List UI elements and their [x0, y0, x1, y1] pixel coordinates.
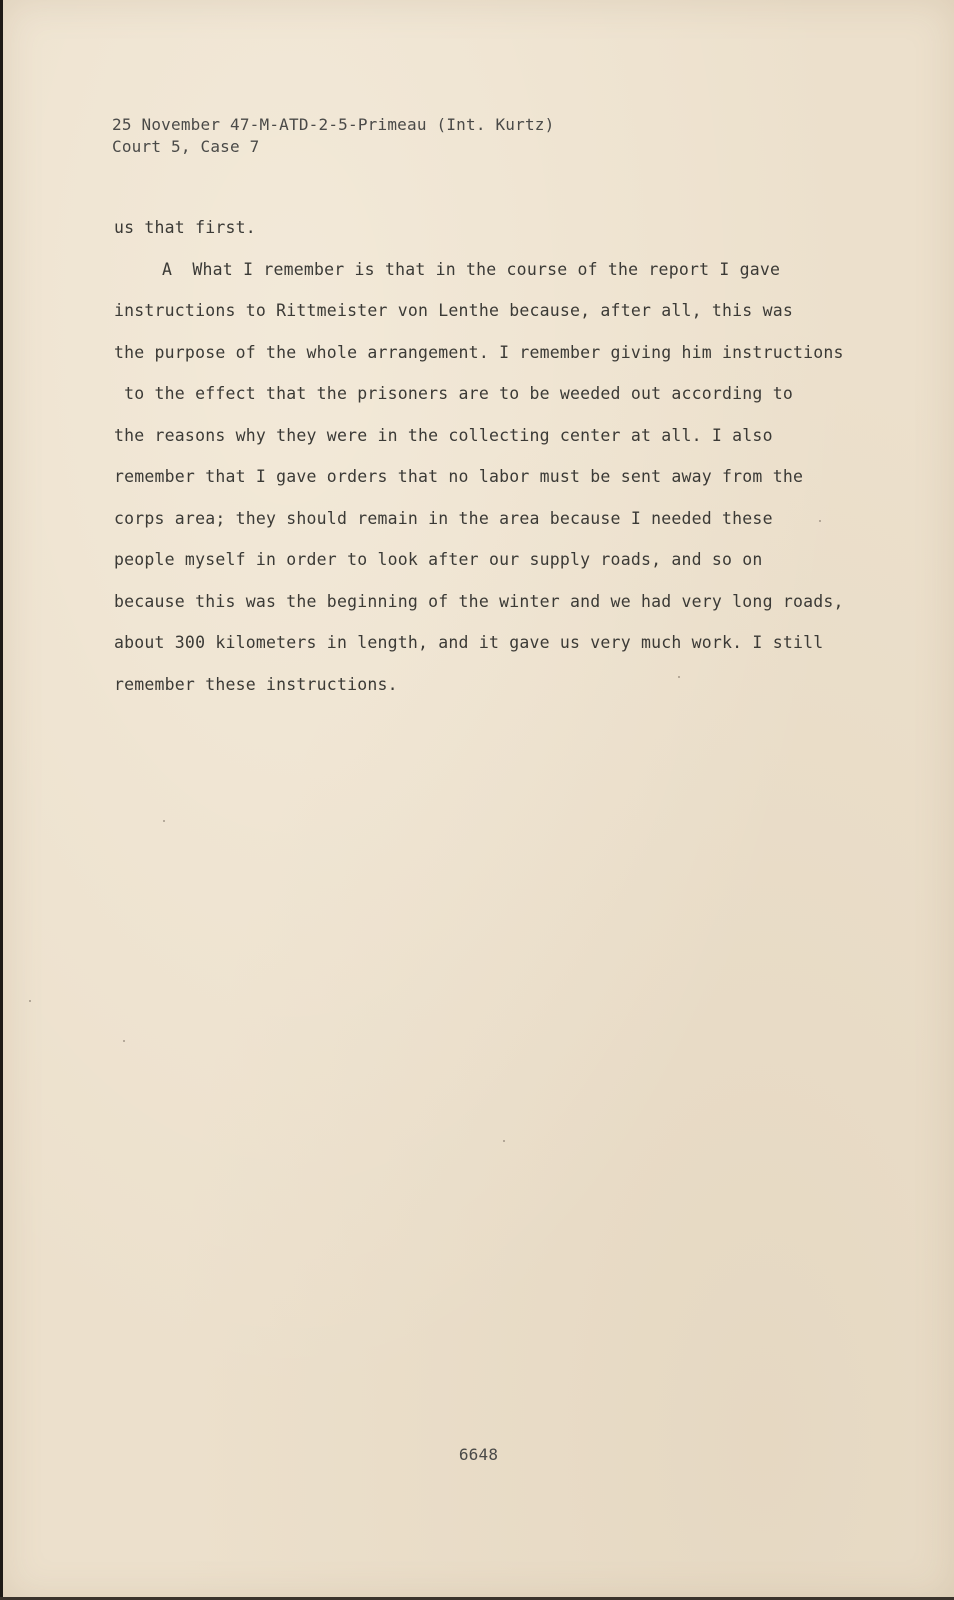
transcript-line: instructions to Rittmeister von Lenthe because, after all, this was — [114, 301, 793, 320]
paper-speck — [123, 1040, 125, 1042]
page-number: 6648 — [458, 1445, 499, 1464]
header-session-line: 25 November 47-M-ATD-2-5-Primeau (Int. Kurtz) — [112, 115, 555, 134]
paper-speck — [819, 520, 821, 522]
paper-speck — [503, 1140, 505, 1142]
transcript-line: the reasons why they were in the collecting center at all. I also — [114, 425, 773, 445]
paper-speck — [163, 820, 165, 822]
transcript-line: the purpose of the whole arrangement. I remember giving him instructions — [114, 342, 844, 362]
paper-speck — [29, 1000, 31, 1002]
document-header — [112, 114, 554, 158]
transcript-line: A What I remember is that in the course of the report I gave — [162, 259, 781, 279]
transcript-line: remember that I gave orders that no labor must be sent away from the — [114, 467, 804, 486]
transcript-line: remember these instructions. — [114, 674, 398, 694]
document-page — [3, 0, 954, 1600]
paper-speck — [678, 676, 680, 678]
transcript-line: people myself in order to look after our supply roads, and so on — [114, 550, 763, 569]
header-court-line: Court 5, Case 7 — [112, 137, 260, 156]
transcript-line: because this was the beginning of the winter and we had very long roads, — [114, 591, 844, 611]
transcript-line: corps area; they should remain in the area because I needed these — [114, 508, 773, 528]
transcript-line: about 300 kilometers in length, and it gave us very much work. I still — [114, 633, 824, 652]
transcript-body — [114, 213, 854, 711]
transcript-line: us that first. — [114, 218, 256, 237]
transcript-line: to the effect that the prisoners are to be weeded out according to — [114, 384, 793, 403]
